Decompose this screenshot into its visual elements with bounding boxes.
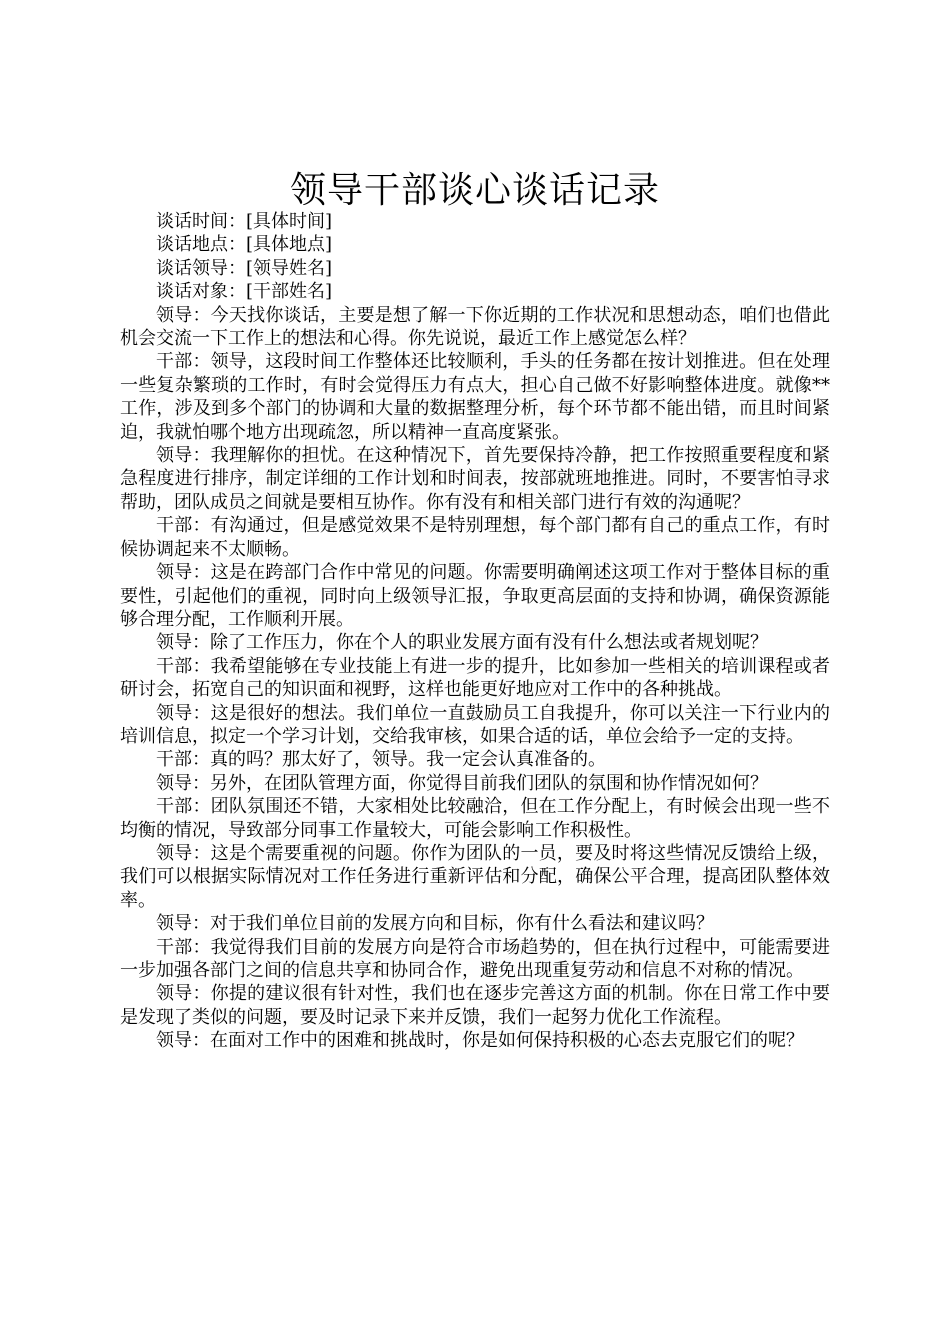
dialogue-paragraph: 领导：这是个需要重视的问题。你作为团队的一员，要及时将这些情况反馈给上级，我们可以根据实际情况对工作任务进行重新评估和分配，确保公平合理，提高团队整体效率。 xyxy=(120,842,830,911)
dialogue-paragraph: 领导：对于我们单位目前的发展方向和目标，你有什么看法和建议吗？ xyxy=(156,913,714,935)
dialogue-paragraph: 领导：这是很好的想法。我们单位一直鼓励员工自我提升，你可以关注一下行业内的培训信息，拟定一个学习计划，交给我审核，如果合适的话，单位会给予一定的支持。 xyxy=(120,702,830,747)
meta-leader: 谈话领导：[领导姓名] xyxy=(156,257,333,279)
meta-time: 谈话时间：[具体时间] xyxy=(156,211,333,232)
dialogue-paragraph: 领导：除了工作压力，你在个人的职业发展方面有没有什么想法或者规划呢？ xyxy=(156,632,768,654)
dialogue-paragraph: 干部：领导，这段时间工作整体还比较顺利，手头的任务都在按计划推进。但在处理一些复杂繁琐的工作时，有时会觉得压力有点大，担心自己做不好影响整体进度。就像**工作，涉及到多个部门的协调和大量的数据整理分析，每个环节都不能出错，而且时间紧迫，我就怕哪个地方出现疏忽，所以精神一直高度紧张。 xyxy=(120,351,830,443)
dialogue-paragraph: 干部：我觉得我们目前的发展方向是符合市场趋势的，但在执行过程中，可能需要进一步加强各部门之间的信息共享和协同合作，避免出现重复劳动和信息不对称的情况。 xyxy=(120,936,830,981)
dialogue-paragraph: 领导：今天找你谈话，主要是想了解一下你近期的工作状况和思想动态，咱们也借此机会交流一下工作上的想法和心得。你先说说，最近工作上感觉怎么样？ xyxy=(120,304,830,350)
dialogue-paragraph: 干部：真的吗？那太好了，领导。我一定会认真准备的。 xyxy=(156,749,606,771)
document-body xyxy=(120,210,830,1053)
document-title: 领导干部谈心谈话记录 xyxy=(289,170,660,211)
dialogue-paragraph: 领导：我理解你的担忧。在这种情况下，首先要保持冷静，把工作按照重要程度和紧急程度进行排序，制定详细的工作计划和时间表，按部就班地推进。同时，不要害怕寻求帮助，团队成员之间就是要相互协作。你有没有和相关部门进行有效的沟通呢？ xyxy=(120,445,830,513)
dialogue-paragraph: 领导：你提的建议很有针对性，我们也在逐步完善这方面的机制。你在日常工作中要是发现了类似的问题，要及时记录下来并反馈，我们一起努力优化工作流程。 xyxy=(120,983,830,1028)
dialogue-paragraph: 干部：我希望能够在专业技能上有进一步的提升，比如参加一些相关的培训课程或者研讨会，拓宽自己的知识面和视野，这样也能更好地应对工作中的各种挑战。 xyxy=(120,655,830,701)
dialogue-paragraph: 干部：有沟通过，但是感觉效果不是特别理想，每个部门都有自己的重点工作，有时候协调起来不太顺畅。 xyxy=(120,515,830,560)
dialogue-paragraph: 领导：这是在跨部门合作中常见的问题。你需要明确阐述这项工作对于整体目标的重要性，引起他们的重视，同时向上级领导汇报，争取更高层面的支持和协调，确保资源能够合理分配，工作顺利开展。 xyxy=(120,562,830,630)
dialogue-paragraph: 干部：团队氛围还不错，大家相处比较融洽，但在工作分配上，有时候会出现一些不均衡的情况，导致部分同事工作量较大，可能会影响工作积极性。 xyxy=(120,796,830,841)
dialogue-paragraph: 领导：在面对工作中的困难和挑战时，你是如何保持积极的心态去克服它们的呢？ xyxy=(156,1030,804,1052)
meta-location: 谈话地点：[具体地点] xyxy=(156,234,333,256)
meta-subject: 谈话对象：[干部姓名] xyxy=(156,281,333,303)
dialogue-paragraph: 领导：另外，在团队管理方面，你觉得目前我们团队的氛围和协作情况如何？ xyxy=(156,772,768,794)
